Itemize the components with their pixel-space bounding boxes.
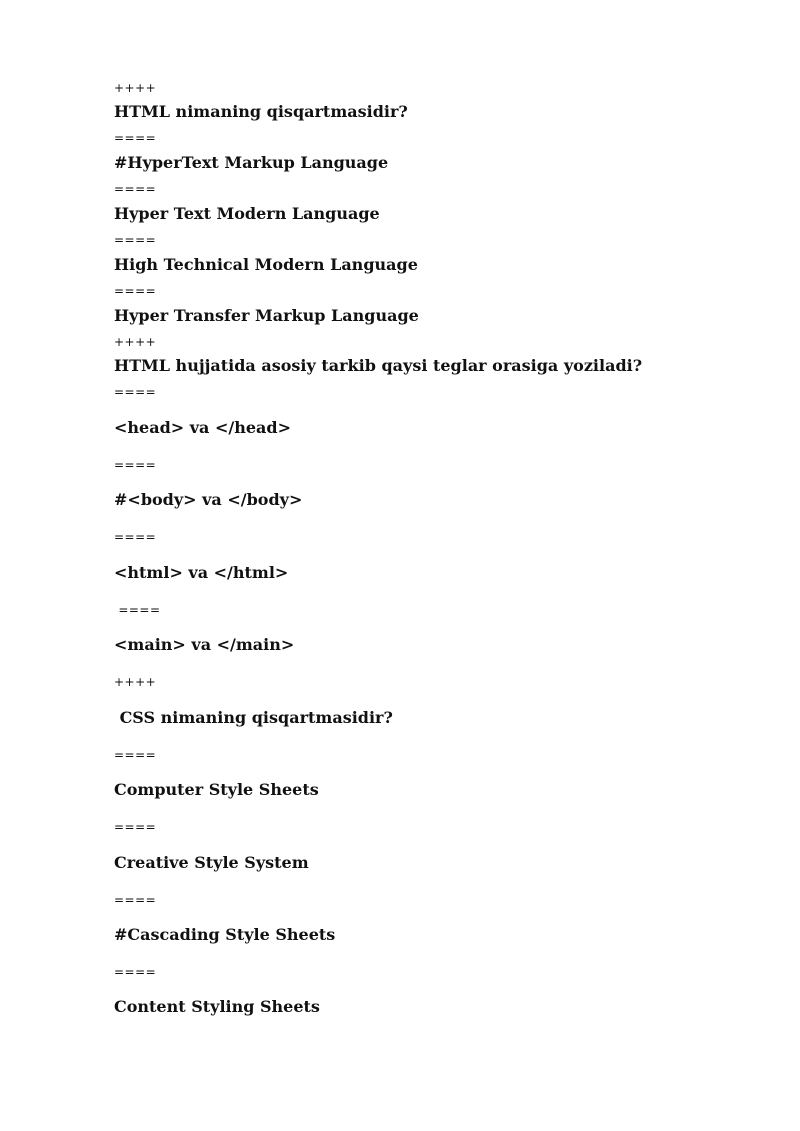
answer-line: <main> va </main> bbox=[114, 635, 295, 654]
answer-line: High Technical Modern Language bbox=[114, 255, 418, 274]
answer-line: Computer Style Sheets bbox=[114, 780, 319, 799]
separator-line: ==== bbox=[114, 458, 157, 472]
separator-line: ==== bbox=[114, 603, 161, 617]
separator-line: ==== bbox=[114, 131, 157, 145]
question-line: HTML hujjatida asosiy tarkib qaysi teglar orasiga yoziladi? bbox=[114, 356, 643, 375]
answer-line: <head> va </head> bbox=[114, 418, 292, 437]
answer-line: Content Styling Sheets bbox=[114, 997, 320, 1016]
separator-line: ++++ bbox=[114, 335, 157, 349]
separator-line: ==== bbox=[114, 965, 157, 979]
separator-line: ==== bbox=[114, 385, 157, 399]
separator-line: ==== bbox=[114, 530, 157, 544]
separator-line: ++++ bbox=[114, 81, 157, 95]
answer-line: Hyper Transfer Markup Language bbox=[114, 306, 419, 325]
answer-line: Creative Style System bbox=[114, 853, 309, 872]
separator-line: ==== bbox=[114, 182, 157, 196]
separator-line: ==== bbox=[114, 820, 157, 834]
answer-line: #Cascading Style Sheets bbox=[114, 925, 336, 944]
answer-line: Hyper Text Modern Language bbox=[114, 204, 380, 223]
separator-line: ==== bbox=[114, 233, 157, 247]
answer-line: #HyperText Markup Language bbox=[114, 153, 389, 172]
question-line: CSS nimaning qisqartmasidir? bbox=[114, 708, 393, 727]
answer-line: #<body> va </body> bbox=[114, 490, 303, 509]
separator-line: ==== bbox=[114, 748, 157, 762]
separator-line: ++++ bbox=[114, 675, 157, 689]
answer-line: <html> va </html> bbox=[114, 563, 289, 582]
separator-line: ==== bbox=[114, 284, 157, 298]
separator-line: ==== bbox=[114, 893, 157, 907]
question-line: HTML nimaning qisqartmasidir? bbox=[114, 102, 408, 121]
